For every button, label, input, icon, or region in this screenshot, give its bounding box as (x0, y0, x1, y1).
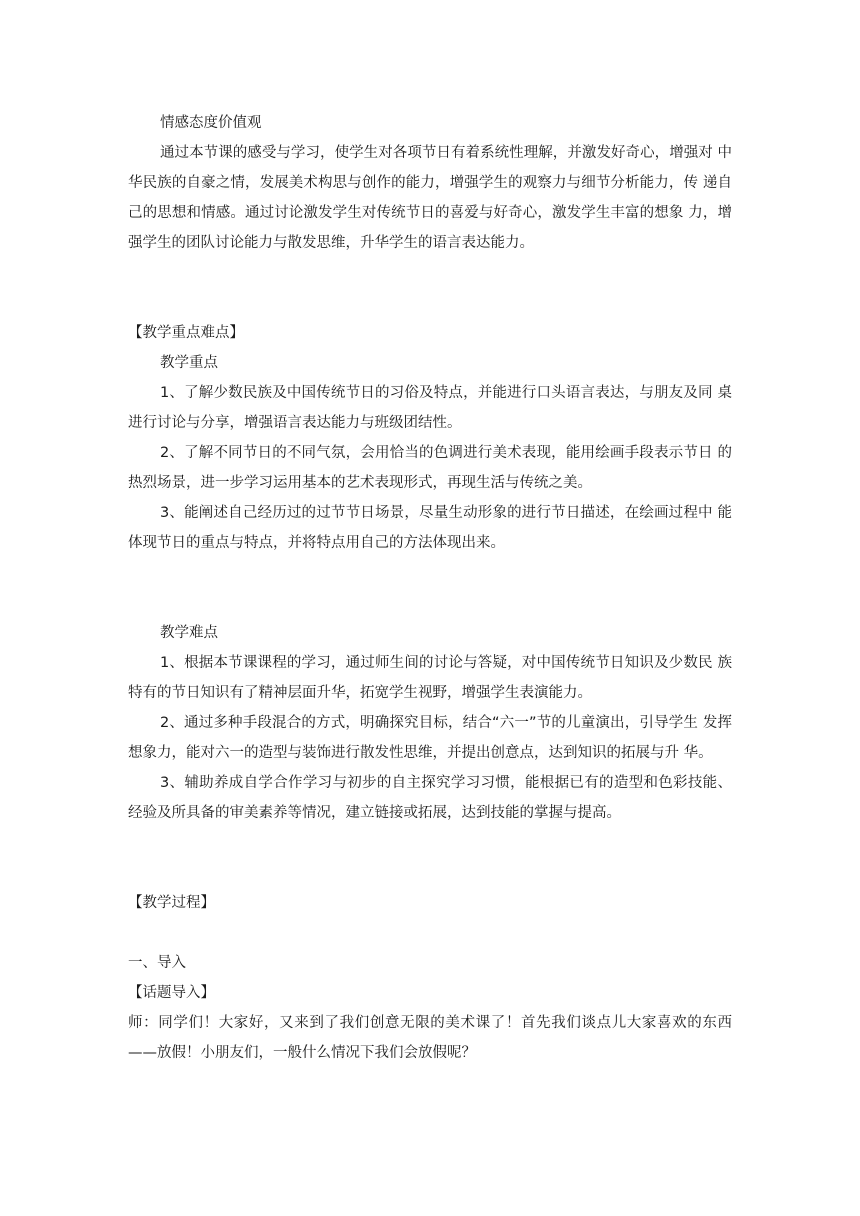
difficult-point-item-3: 3、辅助养成自学合作学习与初步的自主探究学习习惯，能根据已有的造型和色彩技能、 经验及所具备的审美素养等情况，建立链接或拓展，达到技能的掌握与提高。 (128, 775, 732, 821)
key-difficult-title: 【教学重点难点】 (128, 325, 244, 341)
difficult-points-heading: 教学难点 (160, 625, 218, 641)
document-content (128, 108, 732, 1068)
key-point-item-2: 2、了解不同节日的不同气氛，会用恰当的色调进行美术表现，能用绘画手段表示节日 的热烈场景，进一步学习运用基本的艺术表现形式，再现生活与传统之美。 (128, 445, 732, 491)
spacer (128, 918, 732, 948)
emotion-heading: 情感态度价值观 (160, 115, 262, 131)
key-point-item-1: 1、了解少数民族及中国传统节日的习俗及特点，并能进行口头语言表达，与朋友及同 桌进行讨论与分享，增强语言表达能力与班级团结性。 (128, 385, 732, 431)
teacher-line: 师：同学们！大家好，又来到了我们创意无限的美术课了！首先我们谈点儿大家喜欢的东西——放假！小朋友们，一般什么情况下我们会放假呢？ (128, 1015, 732, 1061)
emotion-paragraph: 通过本节课的感受与学习，使学生对各项节日有着系统性理解，并激发好奇心，增强对 中华民族的自豪之情，发展美术构思与创作的能力，增强学生的观察力与细节分析能力，传 递自己的思想和情感。通过讨论激发学生对传统节日的喜爱与好奇心，激发学生丰富的想象 力，增强学生的团队讨论能力与散发思维，升华学生的语言表达能力。 (128, 145, 732, 251)
process-title: 【教学过程】 (128, 895, 215, 911)
topic-intro-label: 【话题导入】 (128, 985, 215, 1001)
difficult-point-item-2: 2、通过多种手段混合的方式，明确探究目标，结合“六一”节的儿童演出，引导学生 发挥想象力，能对六一的造型与装饰进行散发性思维，并提出创意点，达到知识的拓展与升 华。 (128, 715, 732, 761)
step-one-heading: 一、导入 (128, 955, 186, 971)
key-point-item-3: 3、能阐述自己经历过的过节节日场景，尽量生动形象的进行节日描述，在绘画过程中 能体现节日的重点与特点，并将特点用自己的方法体现出来。 (128, 505, 732, 551)
spacer (128, 258, 732, 318)
spacer (128, 558, 732, 618)
difficult-point-item-1: 1、根据本节课课程的学习，通过师生间的讨论与答疑，对中国传统节日知识及少数民 族特有的节日知识有了精神层面升华，拓宽学生视野，增强学生表演能力。 (128, 655, 732, 701)
key-points-heading: 教学重点 (160, 355, 218, 371)
spacer (128, 828, 732, 888)
